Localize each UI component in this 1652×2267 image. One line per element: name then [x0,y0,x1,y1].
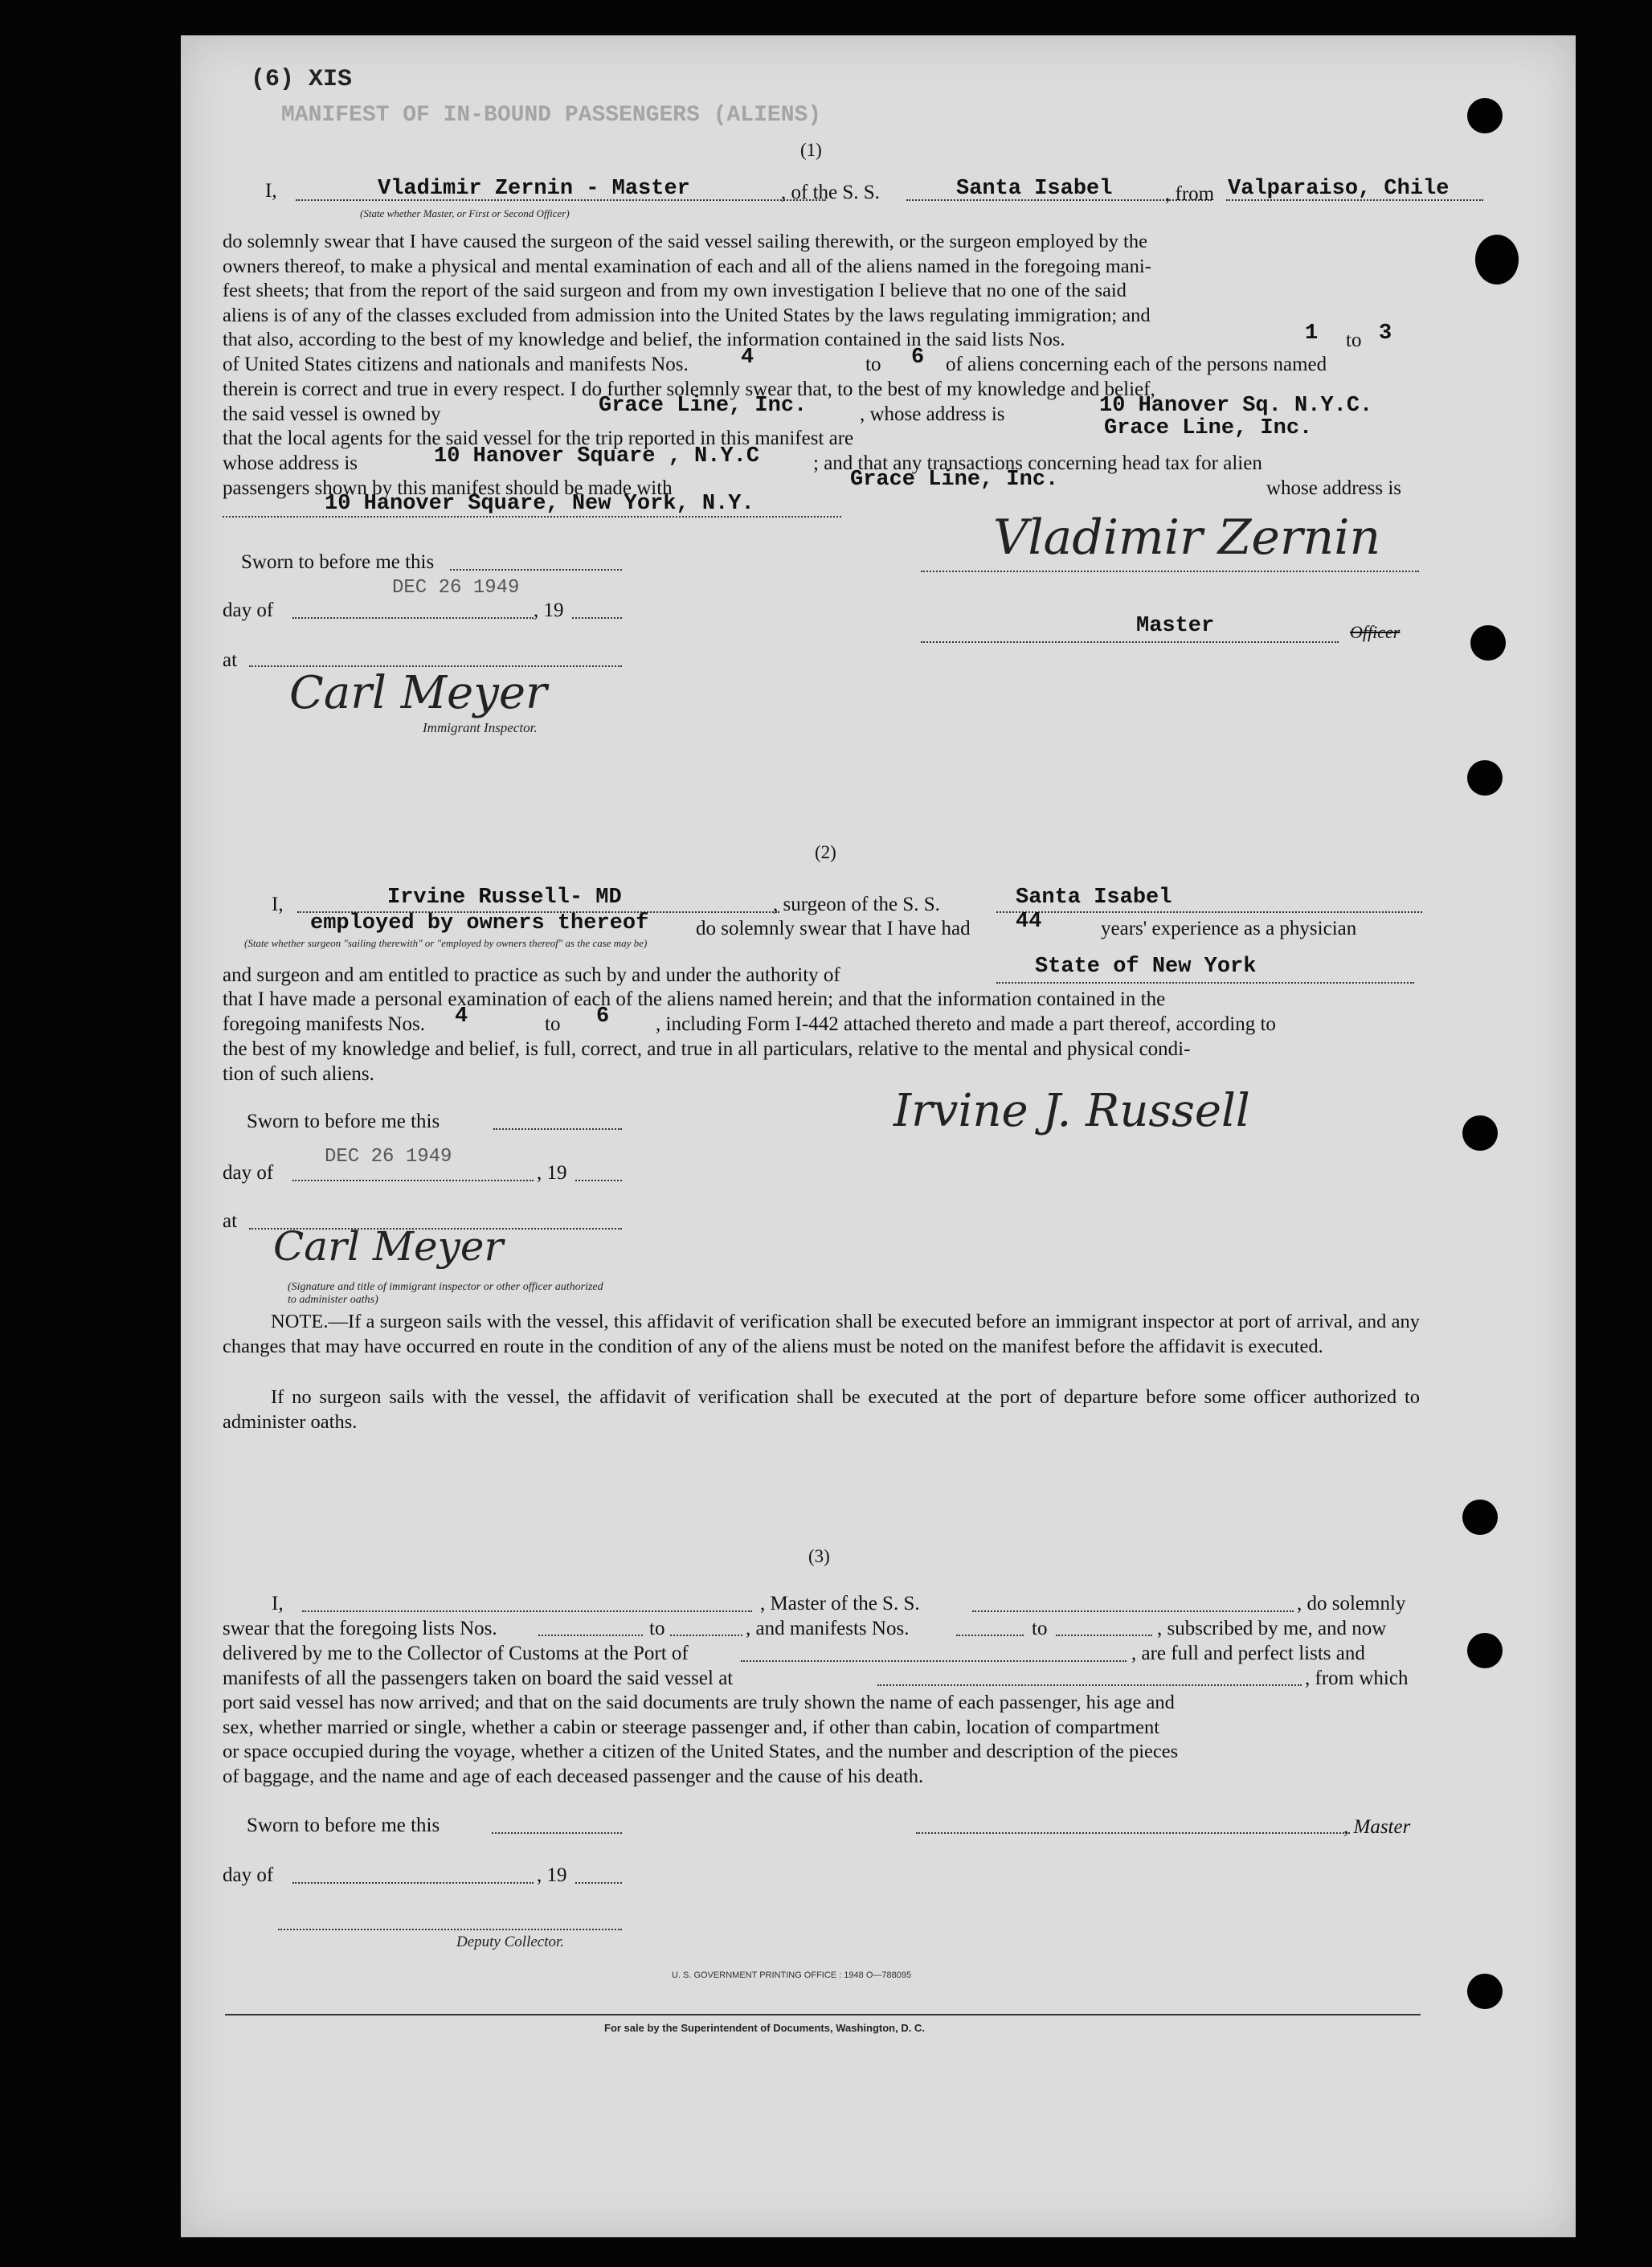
note-paragraph-1: NOTE.—If a surgeon sails with the vessel, this affidavit of verification shall be executed before an immigrant inspector at port of arrival, and any changes that may have occurred en route in the condition of any of the aliens must be noted on the manifest before the affidavit is executed. [223,1311,1420,1357]
s1-i: I, [265,180,277,202]
years-experience: 44 [1016,910,1042,934]
date-stamp-2: DEC 26 1949 [325,1146,452,1168]
section-3-number: (3) [808,1546,830,1566]
manifests-to-1: 6 [911,346,925,370]
departure-port: Valparaiso, Chile [1228,177,1450,201]
master-name: Vladimir Zernin - Master [378,177,690,201]
s3-body: port said vessel has now arrived; and that on the said documents are truly shown the name of each passenger, his age and sex, whether married or single, whether a cabin or steerage passenger and, if other than cabin, location of compartment or space occupied during the voyage, whether a citizen of the United States, and the number and description of the pieces of baggage, and the name and age of each deceased passenger and the cause of his death. [223,1692,1179,1787]
printing-office-line: U. S. GOVERNMENT PRINTING OFFICE : 1948 O—788095 [672,1970,912,1980]
punch-hole-4 [1467,760,1503,796]
inspector-signature-2: Carl Meyer [273,1223,504,1270]
date-stamp-1: DEC 26 1949 [392,577,520,599]
ship-name-1: Santa Isabel [956,177,1113,201]
lists-to: 3 [1379,321,1392,346]
ship-name-2: Santa Isabel [1016,886,1172,910]
manifests-from-1: 4 [741,346,754,370]
deputy-collector-label: Deputy Collector. [456,1933,565,1950]
punch-hole-2 [1475,235,1519,284]
s1-from: , from [1165,183,1215,205]
master-title: Master [1136,614,1215,638]
agents-address: 10 Hanover Square , N.Y.C [434,444,760,469]
local-agents: Grace Line, Inc. [1104,416,1313,440]
section-1-number: (1) [800,140,822,160]
immigrant-inspector-label: Immigrant Inspector. [423,720,538,735]
mirrored-bleed-text: MANIFEST OF IN-BOUND PASSENGERS (ALIENS) [281,103,822,128]
inspector-signature-label: (Signature and title of immigrant inspector or other officer authorized to administer oaths) [288,1281,603,1306]
s1-line6: of United States citizens and nationals and manifests Nos. [223,354,689,375]
note-paragraph-2: If no surgeon sails with the vessel, the affidavit of verification shall be executed at the port of departure before some officer authorized to administer oaths. [223,1386,1420,1433]
manifests-from-2: 4 [455,1005,468,1029]
head-tax-agent: Grace Line, Inc. [850,468,1059,492]
page-marker: (6) XIS [251,66,353,93]
s1-of-ss: , of the S. S. [781,182,880,203]
owner-address: 10 Hanover Sq. N.Y.C. [1099,394,1373,418]
punch-hole-7 [1467,1633,1503,1668]
footer-rule [225,2014,1421,2015]
s1-line7: therein is correct and true in every respect. I do further solemnly swear that, to the best of my knowledge and belief, [223,379,1155,400]
section-2-number: (2) [815,842,836,862]
punch-hole-1 [1467,98,1503,133]
sale-notice: For sale by the Superintendent of Documents, Washington, D. C. [604,2022,925,2034]
employed-by: employed by owners thereof [310,911,649,935]
surgeon-name: Irvine Russell- MD [387,886,622,910]
punch-hole-6 [1462,1500,1498,1535]
s1-state-note: (State whether Master, or First or Second Officer) [360,207,570,219]
inspector-signature-1: Carl Meyer [289,667,547,719]
s1-body: do solemnly swear that I have caused the surgeon of the said vessel sailing therewith, or the surgeon employed by the owners thereof, to make a physical and mental examination of each and all of the aliens named in the foregoing mani- fest sheets; that from the report of the said surgeon and from my own investigation I believe that no one of the said aliens is of any of the classes excluded from admission into the United States by the laws regulating immigration; and that also, according to the best of my knowledge and belief, the information contained in the said lists Nos. [223,231,1151,350]
lists-from: 1 [1305,321,1319,346]
surgeon-signature: Irvine J. Russell [893,1085,1250,1137]
s2-state-note: (State whether surgeon "sailing therewith" or "employed by owners thereof" as the case may be) [244,937,648,949]
master-signature: Vladimir Zernin [993,509,1381,566]
owner-name: Grace Line, Inc. [599,394,808,418]
manifests-to-2: 6 [596,1005,610,1029]
s1-line6b: of aliens concerning each of the persons named [946,354,1327,375]
authority: State of New York [1035,955,1257,979]
punch-hole-5 [1462,1115,1498,1151]
punch-hole-3 [1470,625,1506,661]
head-tax-address: 10 Hanover Square, New York, N.Y. [325,492,754,516]
punch-hole-8 [1467,1974,1503,2009]
